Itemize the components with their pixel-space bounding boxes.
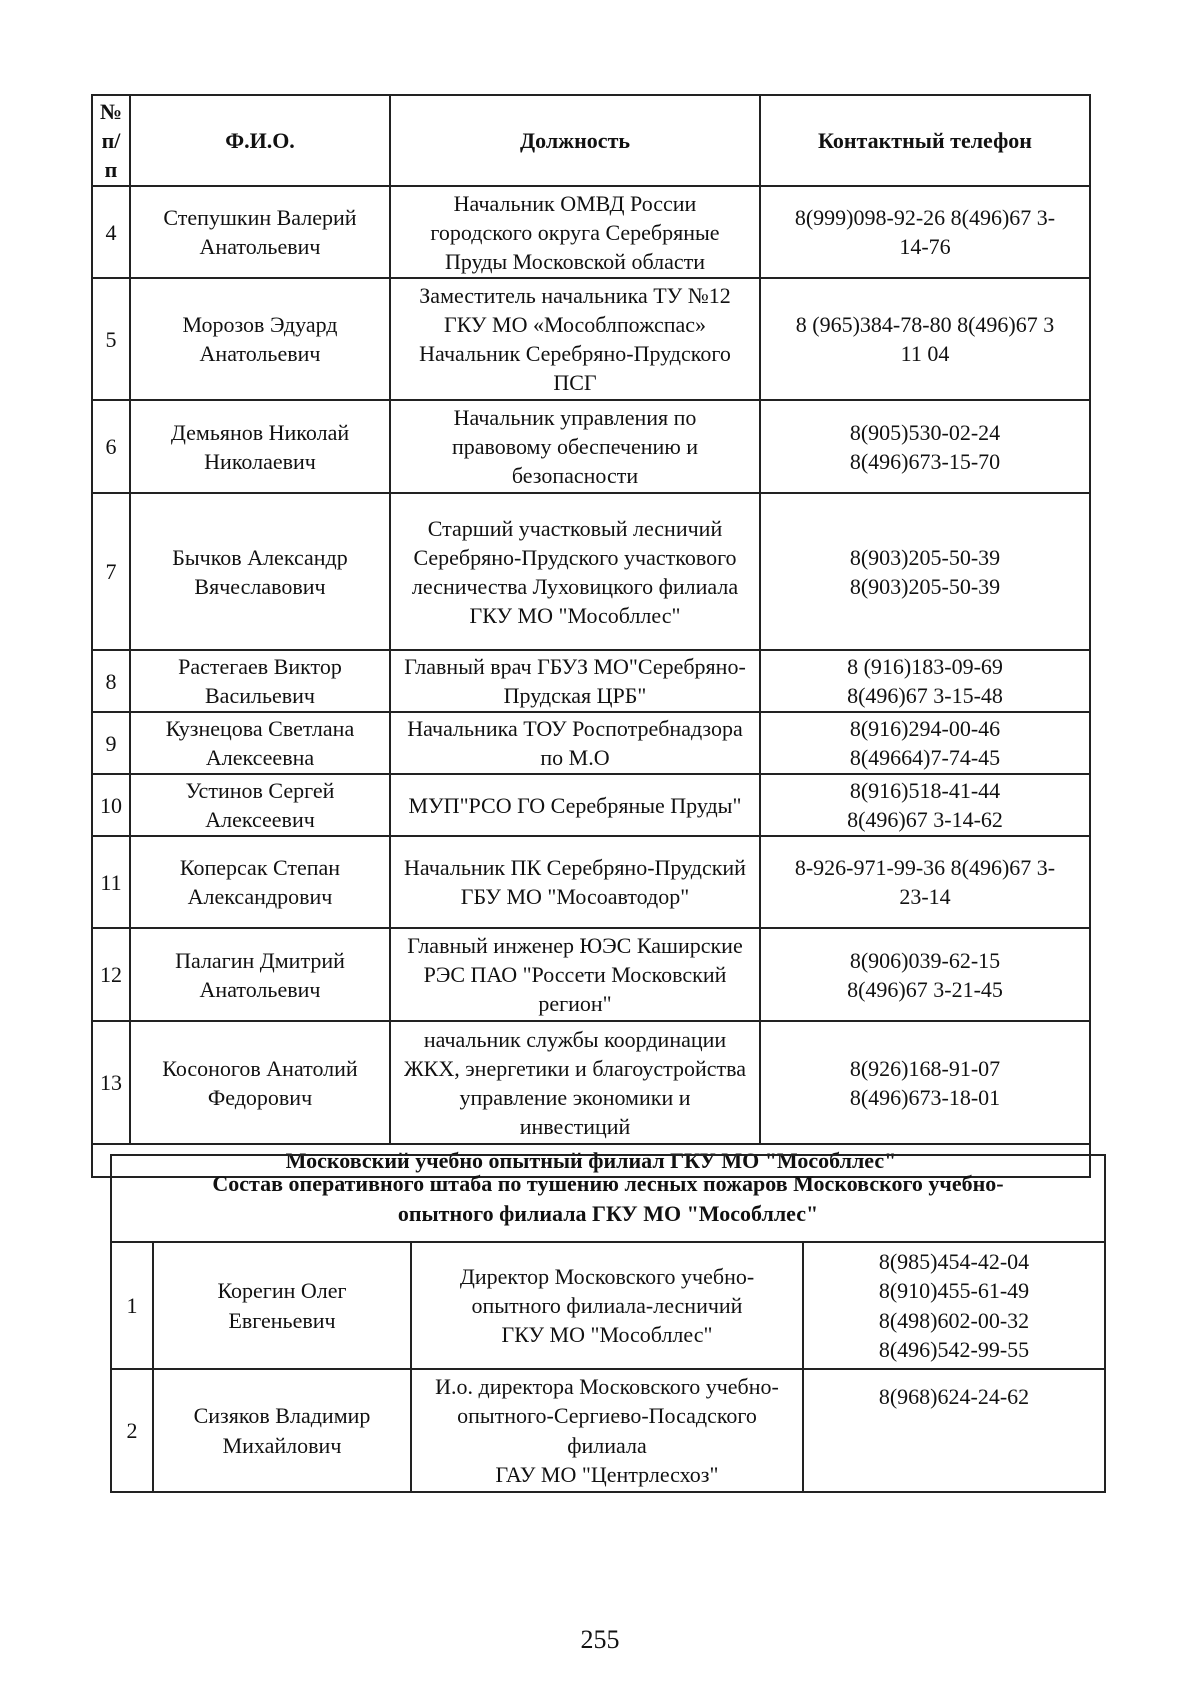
row-phone: 8(999)098-92-26 8(496)67 3- 14-76 bbox=[760, 186, 1090, 278]
table-row bbox=[92, 650, 1090, 712]
table-row bbox=[92, 836, 1090, 928]
row-num: 12 bbox=[92, 928, 130, 1021]
section-title: Московский учебно опытный филиал ГКУ МО "Мособллес" bbox=[92, 1144, 1090, 1177]
row-phone: 8(985)454-42-04 8(910)455-61-49 8(498)602-00-32 8(496)542-99-55 bbox=[803, 1242, 1105, 1369]
row-name: Морозов Эдуард Анатольевич bbox=[130, 278, 390, 400]
header-position: Должность bbox=[390, 95, 760, 186]
row-position: Главный врач ГБУЗ МО"Серебряно- Прудская ЦРБ" bbox=[390, 650, 760, 712]
row-name: Косоногов Анатолий Федорович bbox=[130, 1021, 390, 1144]
row-phone: 8(926)168-91-07 8(496)673-18-01 bbox=[760, 1021, 1090, 1144]
row-phone: 8(916)518-41-44 8(496)67 3-14-62 bbox=[760, 774, 1090, 836]
header-phone: Контактный телефон bbox=[760, 95, 1090, 186]
row-position: И.о. директора Московского учебно- опытного-Сергиево-Посадского филиала ГАУ МО "Центрлесхоз" bbox=[411, 1369, 803, 1492]
row-name: Степушкин Валерий Анатольевич bbox=[130, 186, 390, 278]
row-num: 2 bbox=[111, 1369, 153, 1492]
table-row bbox=[111, 1369, 1105, 1492]
row-name: Коперсак Степан Александрович bbox=[130, 836, 390, 928]
row-phone: 8 (965)384-78-80 8(496)67 3 11 04 bbox=[760, 278, 1090, 400]
table-row bbox=[92, 186, 1090, 278]
row-num: 9 bbox=[92, 712, 130, 774]
row-name: Устинов Сергей Алексеевич bbox=[130, 774, 390, 836]
row-num: 1 bbox=[111, 1242, 153, 1369]
row-phone: 8-926-971-99-36 8(496)67 3- 23-14 bbox=[760, 836, 1090, 928]
row-name: Палагин Дмитрий Анатольевич bbox=[130, 928, 390, 1021]
row-position: Заместитель начальника ТУ №12 ГКУ МО «Мособлпожспас» Начальник Серебряно-Прудского ПСГ bbox=[390, 278, 760, 400]
row-num: 6 bbox=[92, 400, 130, 493]
row-name: Демьянов Николай Николаевич bbox=[130, 400, 390, 493]
row-phone: 8(968)624-24-62 bbox=[803, 1369, 1105, 1492]
forest-fire-staff-table bbox=[110, 1154, 1106, 1493]
section-subtitle: Состав оперативного штаба по тушению лесных пожаров Московского учебно- опытного филиала ГКУ МО "Мособллес" bbox=[111, 1155, 1105, 1242]
header-name: Ф.И.О. bbox=[130, 95, 390, 186]
staff-contacts-table bbox=[91, 94, 1091, 1178]
table-row bbox=[92, 400, 1090, 493]
row-name: Растегаев Виктор Васильевич bbox=[130, 650, 390, 712]
row-position: Начальник управления по правовому обеспечению и безопасности bbox=[390, 400, 760, 493]
row-position: МУП"РСО ГО Серебряные Пруды" bbox=[390, 774, 760, 836]
row-name: Бычков Александр Вячеславович bbox=[130, 493, 390, 650]
row-position: Начальник ПК Серебряно-Прудский ГБУ МО "Мосоавтодор" bbox=[390, 836, 760, 928]
row-position: начальник службы координации ЖКХ, энергетики и благоустройства управление экономики и инвестиций bbox=[390, 1021, 760, 1144]
row-name: Корегин Олег Евгеньевич bbox=[153, 1242, 411, 1369]
table-header-row bbox=[92, 95, 1090, 186]
table-row bbox=[92, 928, 1090, 1021]
row-position: Старший участковый лесничий Серебряно-Прудского участкового лесничества Луховицкого филиала ГКУ МО "Мособллес" bbox=[390, 493, 760, 650]
page-number: 255 bbox=[580, 1625, 620, 1654]
table-row bbox=[92, 774, 1090, 836]
section-subtitle-row bbox=[111, 1155, 1105, 1242]
row-num: 7 bbox=[92, 493, 130, 650]
table-row bbox=[92, 278, 1090, 400]
row-position: Главный инженер ЮЭС Каширские РЭС ПАО "Россети Московский регион" bbox=[390, 928, 760, 1021]
row-position: Директор Московского учебно- опытного филиала-лесничий ГКУ МО "Мособллес" bbox=[411, 1242, 803, 1369]
row-phone: 8(905)530-02-24 8(496)673-15-70 bbox=[760, 400, 1090, 493]
table-row bbox=[111, 1242, 1105, 1369]
row-num: 11 bbox=[92, 836, 130, 928]
row-name: Кузнецова Светлана Алексеевна bbox=[130, 712, 390, 774]
row-num: 5 bbox=[92, 278, 130, 400]
row-position: Начальника ТОУ Роспотребнадзора по М.О bbox=[390, 712, 760, 774]
row-num: 10 bbox=[92, 774, 130, 836]
header-num: № п/ п bbox=[92, 95, 130, 186]
row-phone: 8(916)294-00-46 8(49664)7-74-45 bbox=[760, 712, 1090, 774]
table-row bbox=[92, 493, 1090, 650]
row-phone: 8(903)205-50-39 8(903)205-50-39 bbox=[760, 493, 1090, 650]
row-num: 13 bbox=[92, 1021, 130, 1144]
row-name: Сизяков Владимир Михайлович bbox=[153, 1369, 411, 1492]
table-row bbox=[92, 1021, 1090, 1144]
row-position: Начальник ОМВД России городского округа Серебряные Пруды Московской области bbox=[390, 186, 760, 278]
row-phone: 8 (916)183-09-69 8(496)67 3-15-48 bbox=[760, 650, 1090, 712]
row-num: 8 bbox=[92, 650, 130, 712]
table-row bbox=[92, 712, 1090, 774]
row-num: 4 bbox=[92, 186, 130, 278]
row-phone: 8(906)039-62-15 8(496)67 3-21-45 bbox=[760, 928, 1090, 1021]
